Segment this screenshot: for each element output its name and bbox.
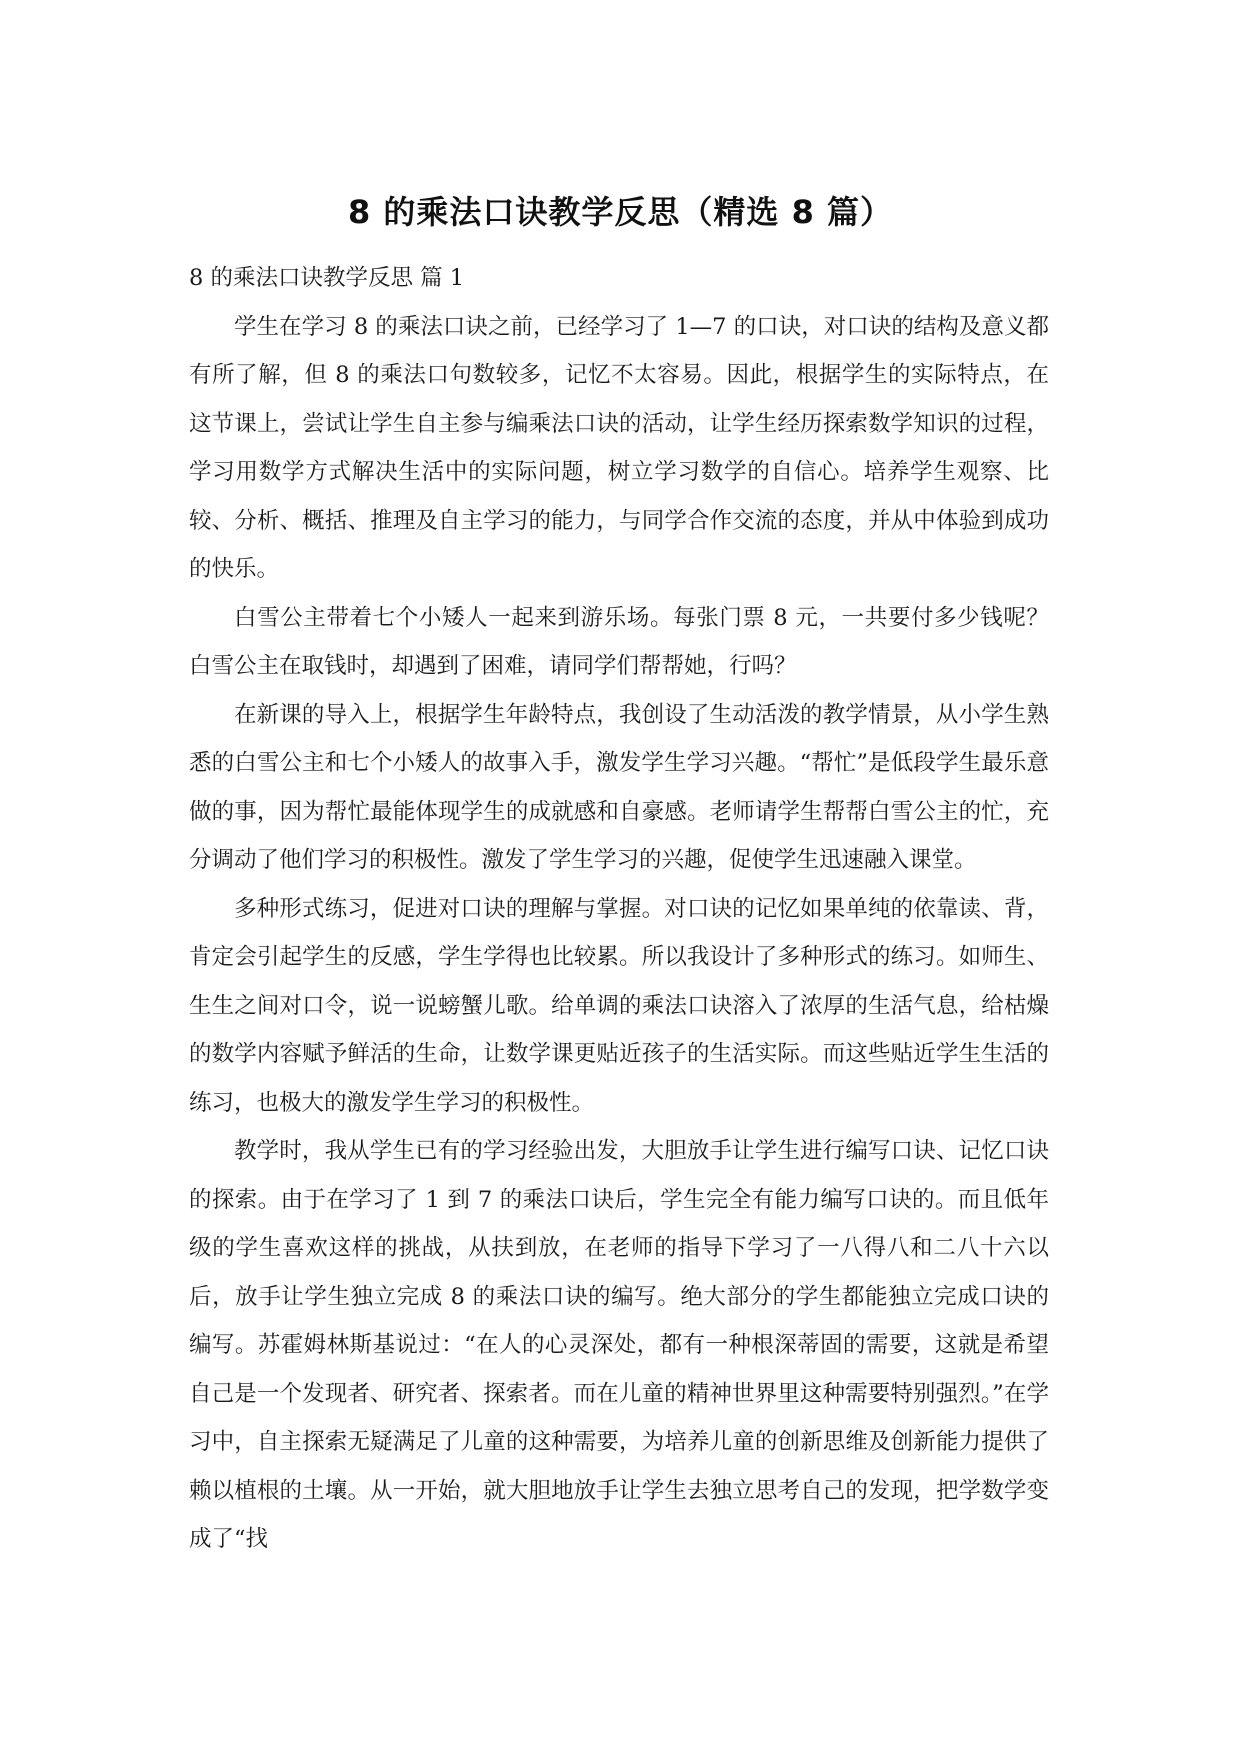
document-body	[189, 254, 1049, 1564]
paragraph-5: 教学时，我从学生已有的学习经验出发，大胆放手让学生进行编写口诀、记忆口诀的探索。由于在学习了 1 到 7 的乘法口诀后，学生完全有能力编写口诀的。而且低年级的学生喜欢这样的挑战，从扶到放，在老师的指导下学习了一八得八和二八十六以后，放手让学生独立完成 8 的乘法口诀的编写。绝大部分的学生都能独立完成口诀的编写。苏霍姆林斯基说过：“在人的心灵深处，都有一种根深蒂固的需要，这就是希望自己是一个发现者、研究者、探索者。而在儿童的精神世界里这种需要特别强烈。”在学习中，自主探索无疑满足了儿童的这种需要，为培养儿童的创新思维及创新能力提供了赖以植根的土壤。从一开始，就大胆地放手让学生去独立思考自己的发现，把学数学变成了“找	[189, 1138, 1049, 1552]
section-heading: 8 的乘法口诀教学反思 篇 1	[189, 265, 465, 291]
paragraph-2: 白雪公主带着七个小矮人一起来到游乐场。每张门票 8 元，一共要付多少钱呢？白雪公主在取钱时，却遇到了困难，请同学们帮帮她，行吗？	[189, 604, 1049, 679]
paragraph-4: 多种形式练习，促进对口诀的理解与掌握。对口诀的记忆如果单纯的依靠读、背，肯定会引起学生的反感，学生学得也比较累。所以我设计了多种形式的练习。如师生、生生之间对口令，说一说螃蟹儿歌。给单调的乘法口诀溶入了浓厚的生活气息，给枯燥的数学内容赋予鲜活的生命，让数学课更贴近孩子的生活实际。而这些贴近学生生活的练习，也极大的激发学生学习的积极性。	[189, 895, 1049, 1116]
paragraph-1: 学生在学习 8 的乘法口诀之前，已经学习了 1—7 的口诀，对口诀的结构及意义都有所了解，但 8 的乘法口句数较多，记忆不太容易。因此，根据学生的实际特点，在这节课上，尝试让学生自主参与编乘法口诀的活动，让学生经历探索数学知识的过程，学习用数学方式解决生活中的实际问题，树立学习数学的自信心。培养学生观察、比较、分析、概括、推理及自主学习的能力，与同学合作交流的态度，并从中体验到成功的快乐。	[189, 313, 1049, 582]
paragraph-3: 在新课的导入上，根据学生年龄特点，我创设了生动活泼的教学情景，从小学生熟悉的白雪公主和七个小矮人的故事入手，激发学生学习兴趣。“帮忙”是低段学生最乐意做的事，因为帮忙最能体现学生的成就感和自豪感。老师请学生帮帮白雪公主的忙，充分调动了他们学习的积极性。激发了学生学习的兴趣，促使学生迅速融入课堂。	[189, 701, 1049, 873]
document-title: 8 的乘法口诀教学反思（精选 8 篇）	[348, 193, 893, 231]
